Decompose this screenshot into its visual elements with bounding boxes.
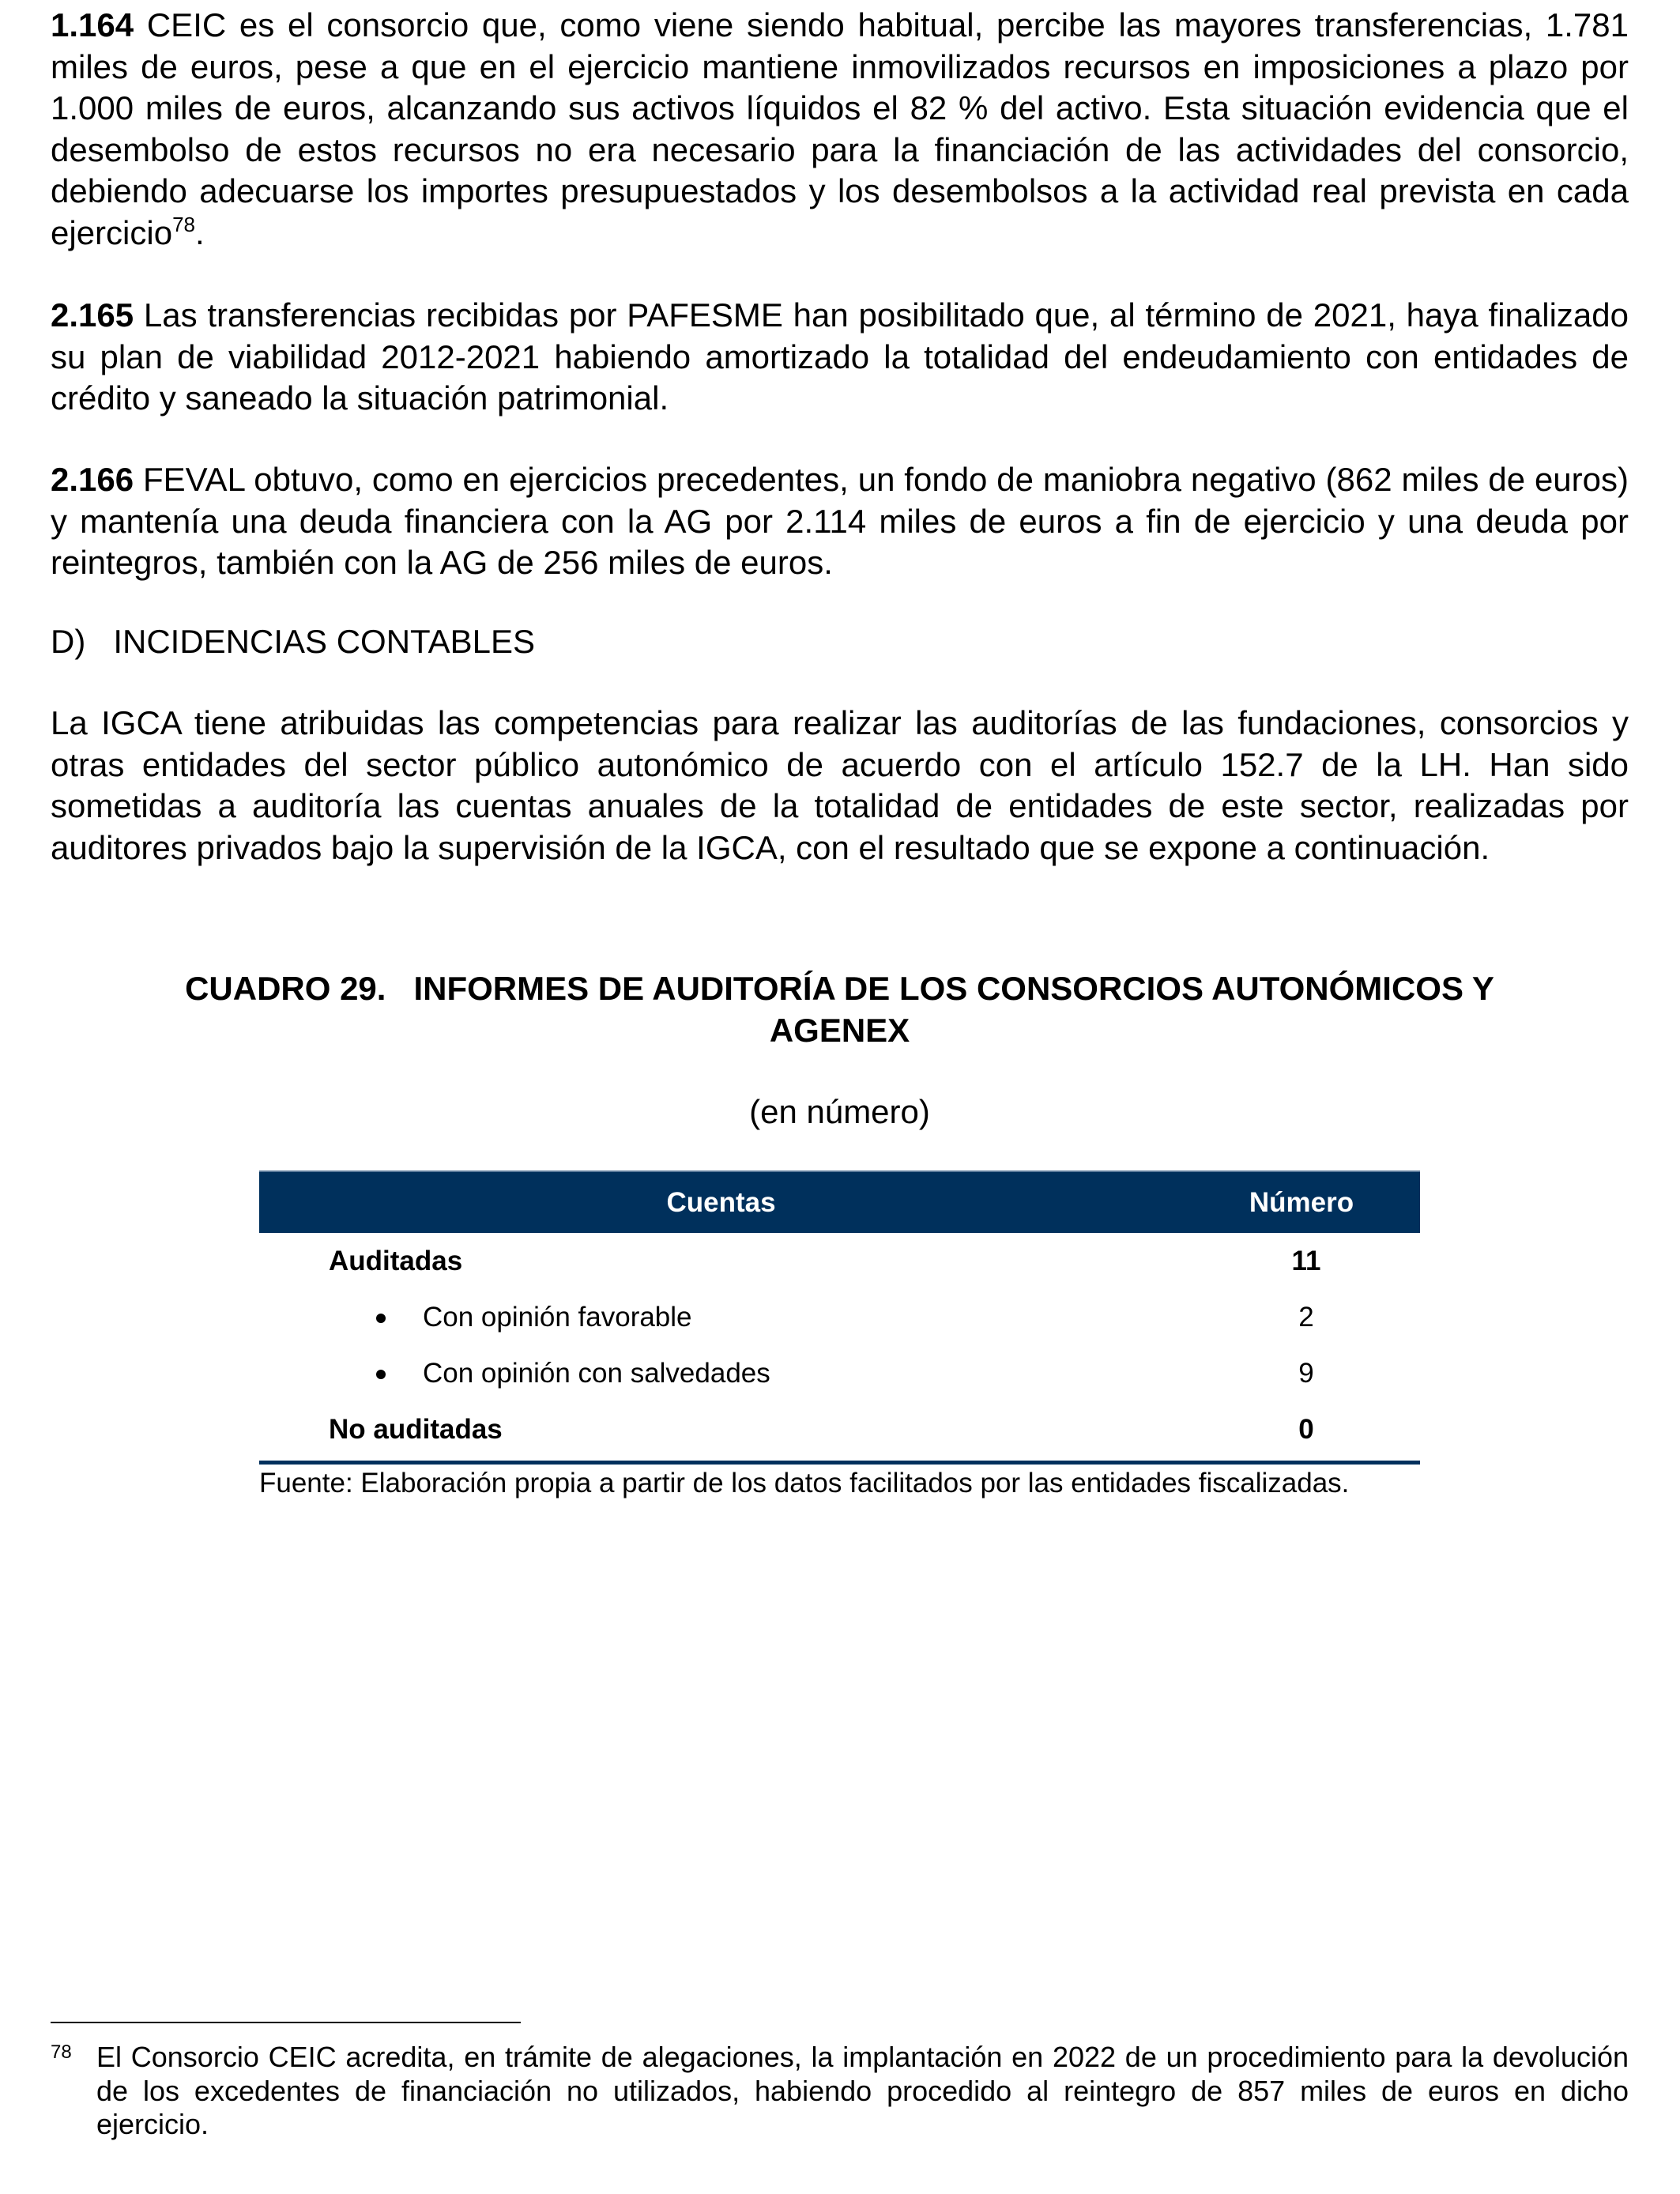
section-heading: D) INCIDENCIAS CONTABLES xyxy=(51,623,535,660)
row-value: 2 xyxy=(1298,1301,1314,1333)
paragraph-text: CEIC es el consorcio que, como viene siendo habitual, percibe las mayores transferencias, 1.781 miles de euros, pese a que en el ejercicio mantiene inmovilizados recursos en imposiciones a plazo por 1.000 miles de euros, alcanzando sus activos líquidos el 82 % del activo. Esta situación evidencia que el desembolso de estos recursos no era necesario para la financiación de las actividades del consorcio, debiendo adecuarse los importes presupuestados y los desembolsos a la actividad real prevista en cada ejercicio xyxy=(51,6,1629,251)
paragraph-text: FEVAL obtuvo, como en ejercicios precedentes, un fondo de maniobra negativo (862 miles de euros) y mantenía una deuda financiera con la AG por 2.114 miles de euros a fin de ejercicio y una deuda por reintegros, también con la AG de 256 miles de euros. xyxy=(51,461,1629,581)
bullet-icon xyxy=(376,1370,386,1379)
footnote-ref[interactable]: 78 xyxy=(172,212,195,236)
table-row xyxy=(259,1345,1420,1401)
paragraph-2-166 xyxy=(51,459,1629,584)
paragraph-number: 2.166 xyxy=(51,461,134,498)
footnote xyxy=(51,2041,1629,2142)
row-label: No auditadas xyxy=(329,1413,503,1445)
table-row xyxy=(259,1289,1420,1345)
table-row xyxy=(259,1401,1420,1457)
row-label: Con opinión favorable xyxy=(423,1301,692,1333)
row-label-wrap xyxy=(259,1302,1183,1333)
paragraph-number: 1.164 xyxy=(51,6,134,43)
row-label: Con opinión con salvedades xyxy=(423,1357,770,1389)
table-title: CUADRO 29. INFORMES DE AUDITORÍA DE LOS CONSORCIOS AUTONÓMICOS Y AGENEX xyxy=(185,970,1494,1049)
row-value: 9 xyxy=(1298,1357,1314,1389)
table-header xyxy=(259,1171,1420,1233)
table-source: Fuente: Elaboración propia a partir de los datos facilitados por las entidades fiscalizadas. xyxy=(259,1468,1350,1498)
paragraph-end: . xyxy=(194,213,205,251)
table-bottom-rule xyxy=(259,1461,1420,1465)
paragraph-1-164 xyxy=(51,5,1629,254)
row-value: 0 xyxy=(1298,1413,1314,1445)
audit-table xyxy=(259,1171,1420,1501)
row-value: 11 xyxy=(1291,1245,1321,1276)
bullet-icon xyxy=(376,1314,386,1323)
row-label-wrap xyxy=(259,1358,1183,1389)
paragraph-text: Las transferencias recibidas por PAFESME han posibilitado que, al término de 2021, haya finalizado su plan de viabilidad 2012-2021 habiendo amortizado la totalidad del endeudamiento con entidades de crédito y saneado la situación patrimonial. xyxy=(51,296,1629,417)
table-row xyxy=(259,1233,1420,1289)
paragraph-number: 2.165 xyxy=(51,296,134,334)
footnote-divider xyxy=(51,2022,521,2023)
header-cuentas: Cuentas xyxy=(666,1186,776,1218)
footnote-number: 78 xyxy=(51,2041,72,2063)
table-subtitle: (en número) xyxy=(749,1093,930,1130)
intro-paragraph: La IGCA tiene atribuidas las competencias para realizar las auditorías de las fundaciones, consorcios y otras entidades del sector público autonómico de acuerdo con el artículo 152.7 de la LH. Han sido sometidas a auditoría las cuentas anuales de la totalidad de entidades de este sector, realizadas por auditores privados bajo la supervisión de la IGCA, con el resultado que se expone a continuación. xyxy=(51,704,1629,866)
footnote-text: El Consorcio CEIC acredita, en trámite de alegaciones, la implantación en 2022 de un procedimiento para la devolución de los excedentes de financiación no utilizados, habiendo procedido al reintegro de 857 miles de euros en dicho ejercicio. xyxy=(96,2041,1629,2140)
row-label: Auditadas xyxy=(329,1245,463,1276)
header-numero: Número xyxy=(1249,1186,1354,1218)
paragraph-2-165 xyxy=(51,295,1629,420)
